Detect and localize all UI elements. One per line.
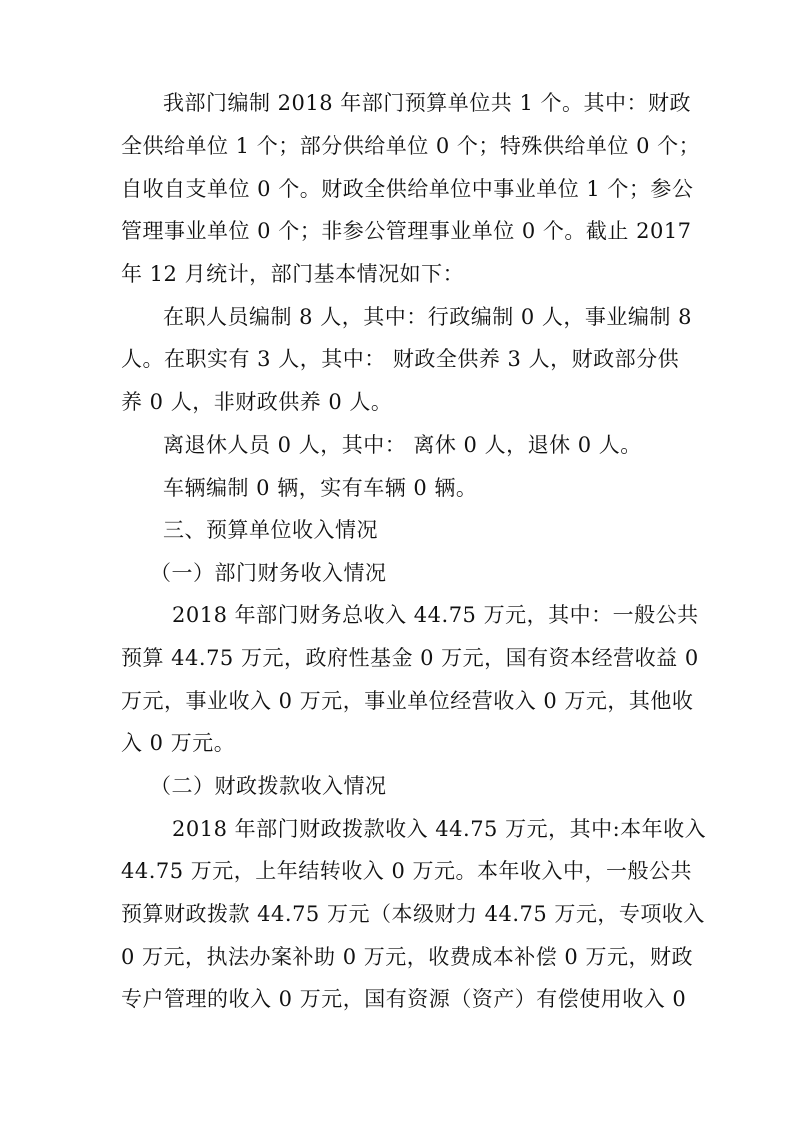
- text-line: 专户管理的收入 0 万元，国有资源（资产）有偿使用收入 0: [121, 987, 687, 1011]
- text-line: 自收自支单位 0 个。财政全供给单位中事业单位 1 个；参公: [121, 177, 694, 201]
- text-line: 离退休人员 0 人，其中： 离休 0 人，退休 0 人。: [163, 433, 642, 457]
- text-line: 预算 44.75 万元，政府性基金 0 万元，国有资本经营收益 0: [121, 646, 699, 670]
- text-line: 我部门编制 2018 年部门预算单位共 1 个。其中：财政: [163, 91, 692, 115]
- text-line: 2018 年部门财务总收入 44.75 万元，其中：一般公共: [172, 603, 699, 627]
- text-line: 人。在职实有 3 人，其中： 财政全供养 3 人，财政部分供: [121, 347, 680, 371]
- text-line: 万元，事业收入 0 万元，事业单位经营收入 0 万元，其他收: [121, 689, 694, 713]
- text-line: 在职人员编制 8 人，其中：行政编制 0 人，事业编制 8: [163, 305, 692, 329]
- section-heading: 三、预算单位收入情况: [163, 518, 378, 542]
- subsection-heading: （二）财政拨款收入情况: [150, 774, 387, 798]
- text-line: 养 0 人，非财政供养 0 人。: [121, 390, 393, 414]
- text-line: 入 0 万元。: [121, 731, 236, 755]
- text-line: 管理事业单位 0 个；非参公管理事业单位 0 个。截止 2017: [121, 219, 692, 243]
- text-line: 2018 年部门财政拨款收入 44.75 万元，其中:本年收入: [172, 817, 707, 841]
- text-line: 全供给单位 1 个；部分供给单位 0 个；特殊供给单位 0 个；: [121, 134, 701, 158]
- text-line: 44.75 万元，上年结转收入 0 万元。本年收入中，一般公共: [121, 859, 693, 883]
- text-line: 车辆编制 0 辆，实有车辆 0 辆。: [163, 476, 478, 500]
- text-line: 年 12 月统计，部门基本情况如下：: [121, 262, 465, 286]
- subsection-heading: （一）部门财务收入情况: [150, 561, 387, 585]
- text-line: 0 万元，执法办案补助 0 万元，收费成本补偿 0 万元，财政: [121, 945, 693, 969]
- text-line: 预算财政拨款 44.75 万元（本级财力 44.75 万元，专项收入: [121, 902, 705, 926]
